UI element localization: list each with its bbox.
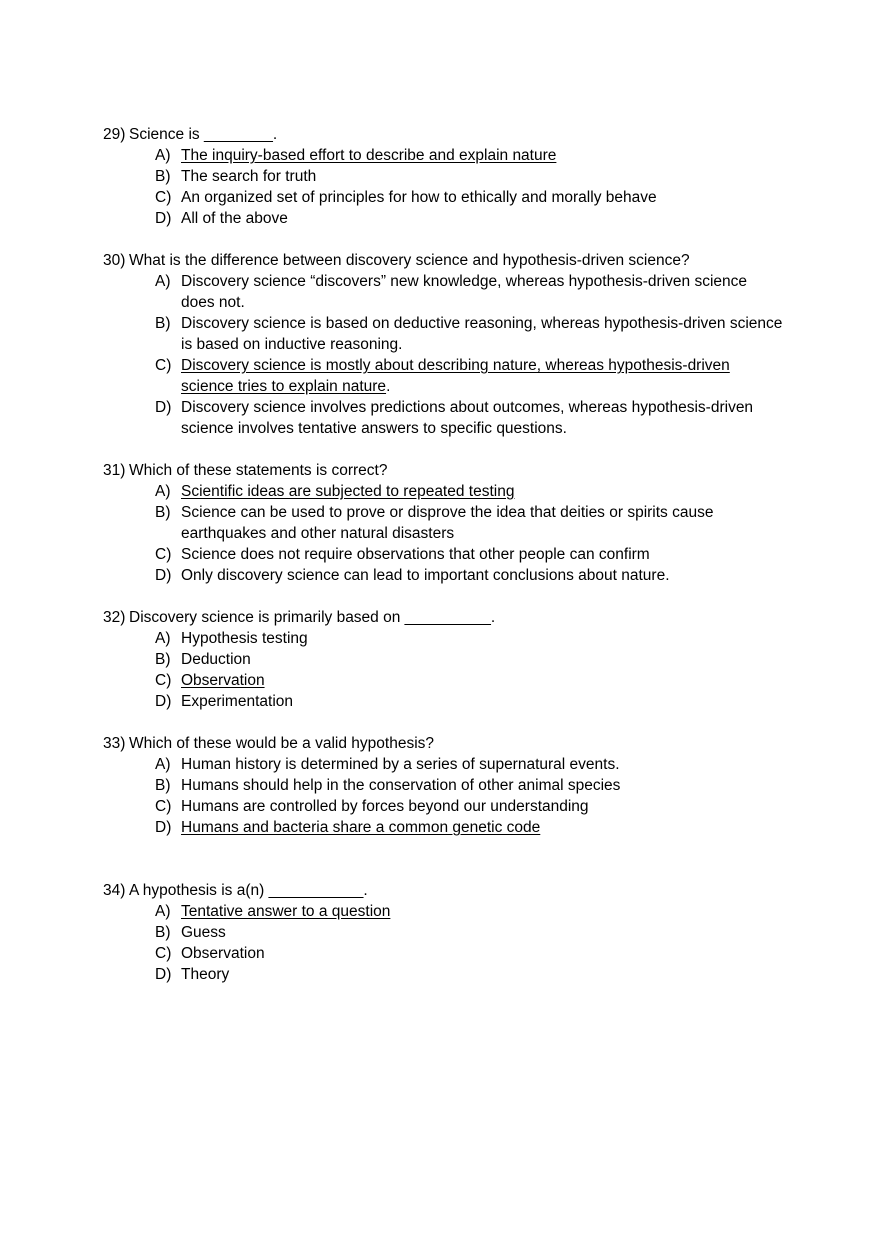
question-stem — [103, 607, 783, 628]
option-letter: A) — [155, 630, 171, 647]
question-number: 29) — [103, 126, 126, 143]
answer-option-a — [155, 754, 783, 775]
option-text: Science does not require observations that other people can confirm — [181, 546, 650, 563]
question-stem — [103, 124, 783, 145]
option-text: Discovery science is mostly about describing nature, whereas hypothesis-driven science tries to explain nature. — [181, 357, 730, 395]
option-letter: A) — [155, 147, 171, 164]
option-letter: C) — [155, 798, 172, 815]
option-text — [181, 817, 783, 838]
answer-option-b — [155, 775, 783, 796]
answer-option-a — [155, 145, 783, 166]
option-letter: C) — [155, 672, 172, 689]
question-30 — [103, 250, 783, 439]
option-text: The search for truth — [181, 168, 317, 185]
answer-option-d — [155, 691, 783, 712]
answer-option-a — [155, 628, 783, 649]
question-stem — [103, 733, 783, 754]
question-stem — [103, 250, 783, 271]
answer-options — [103, 481, 783, 586]
option-letter: D) — [155, 693, 172, 710]
question-text: Which of these statements is correct? — [129, 462, 388, 479]
option-letter: B) — [155, 924, 171, 941]
question-stem — [103, 880, 783, 901]
answer-option-d — [155, 208, 783, 229]
correct-answer-underline: Humans and bacteria share a common genetic code — [181, 819, 541, 836]
answer-option-b — [155, 649, 783, 670]
option-letter: D) — [155, 399, 172, 416]
question-32 — [103, 607, 783, 712]
option-letter: A) — [155, 483, 171, 500]
option-letter: B) — [155, 315, 171, 332]
option-text: Discovery science “discovers” new knowledge, whereas hypothesis-driven science does not. — [181, 273, 747, 311]
question-34 — [103, 880, 783, 985]
option-text: Hypothesis testing — [181, 630, 308, 647]
option-text — [181, 670, 783, 691]
answer-option-c — [155, 355, 783, 397]
answer-option-d — [155, 565, 783, 586]
answer-option-c — [155, 187, 783, 208]
answer-option-d — [155, 397, 783, 439]
option-text: Discovery science involves predictions about outcomes, whereas hypothesis-driven science involves tentative answers to specific questions. — [181, 399, 754, 437]
option-letter: B) — [155, 777, 171, 794]
option-text: Deduction — [181, 651, 251, 668]
answer-option-c — [155, 943, 783, 964]
option-text: An organized set of principles for how to ethically and morally behave — [181, 189, 657, 206]
option-text: Theory — [181, 966, 230, 983]
answer-options — [103, 628, 783, 712]
question-text: What is the difference between discovery science and hypothesis-driven science? — [129, 252, 690, 269]
correct-answer-underline: Discovery science is mostly about describing nature, whereas hypothesis-driven science tries to explain nature — [181, 357, 730, 395]
option-text: Guess — [181, 924, 226, 941]
option-letter: D) — [155, 966, 172, 983]
question-number: 32) — [103, 609, 126, 626]
option-letter: C) — [155, 945, 172, 962]
option-letter: B) — [155, 168, 171, 185]
option-text: Experimentation — [181, 693, 294, 710]
correct-answer-underline: Observation — [181, 672, 265, 689]
option-text: Science can be used to prove or disprove the idea that deities or spirits cause earthquakes and other natural disasters — [181, 504, 714, 542]
correct-answer-underline: Tentative answer to a question — [181, 903, 391, 920]
option-letter: A) — [155, 756, 171, 773]
option-letter: C) — [155, 357, 172, 374]
answer-option-a — [155, 901, 783, 922]
question-number: 33) — [103, 735, 126, 752]
option-text — [181, 901, 783, 922]
option-text: Humans are controlled by forces beyond our understanding — [181, 798, 589, 815]
question-number: 31) — [103, 462, 126, 479]
option-letter: A) — [155, 273, 171, 290]
option-letter: B) — [155, 651, 171, 668]
option-text: Discovery science is based on deductive reasoning, whereas hypothesis-driven science is based on inductive reasoning. — [181, 315, 783, 353]
answer-options — [103, 754, 783, 838]
question-number: 34) — [103, 882, 126, 899]
option-letter: D) — [155, 567, 172, 584]
answer-option-c — [155, 796, 783, 817]
quiz-question-list — [103, 124, 783, 1006]
answer-option-a — [155, 481, 783, 502]
answer-option-b — [155, 313, 783, 355]
option-letter: D) — [155, 819, 172, 836]
question-number: 30) — [103, 252, 126, 269]
question-text: Science is ________. — [129, 126, 278, 143]
option-text: All of the above — [181, 210, 288, 227]
question-33 — [103, 733, 783, 838]
option-letter: B) — [155, 504, 171, 521]
question-31 — [103, 460, 783, 586]
answer-option-c — [155, 670, 783, 691]
answer-option-c — [155, 544, 783, 565]
answer-options — [103, 145, 783, 229]
option-text: Observation — [181, 945, 265, 962]
answer-option-d — [155, 964, 783, 985]
option-letter: D) — [155, 210, 172, 227]
option-text: Humans should help in the conservation of other animal species — [181, 777, 621, 794]
option-letter: A) — [155, 903, 171, 920]
option-text — [181, 481, 783, 502]
question-stem — [103, 460, 783, 481]
answer-option-b — [155, 166, 783, 187]
answer-option-b — [155, 502, 783, 544]
answer-option-d — [155, 817, 783, 838]
answer-option-a — [155, 271, 783, 313]
question-text: Which of these would be a valid hypothesis? — [129, 735, 435, 752]
answer-options — [103, 271, 783, 439]
answer-option-b — [155, 922, 783, 943]
question-text: Discovery science is primarily based on __________. — [129, 609, 496, 626]
question-29 — [103, 124, 783, 229]
option-text — [181, 145, 783, 166]
option-letter: C) — [155, 189, 172, 206]
option-letter: C) — [155, 546, 172, 563]
correct-answer-underline: The inquiry-based effort to describe and explain nature — [181, 147, 557, 164]
correct-answer-underline: Scientific ideas are subjected to repeated testing — [181, 483, 515, 500]
answer-options — [103, 901, 783, 985]
option-text: Only discovery science can lead to important conclusions about nature. — [181, 567, 670, 584]
option-text: Human history is determined by a series of supernatural events. — [181, 756, 620, 773]
question-text: A hypothesis is a(n) ___________. — [129, 882, 368, 899]
